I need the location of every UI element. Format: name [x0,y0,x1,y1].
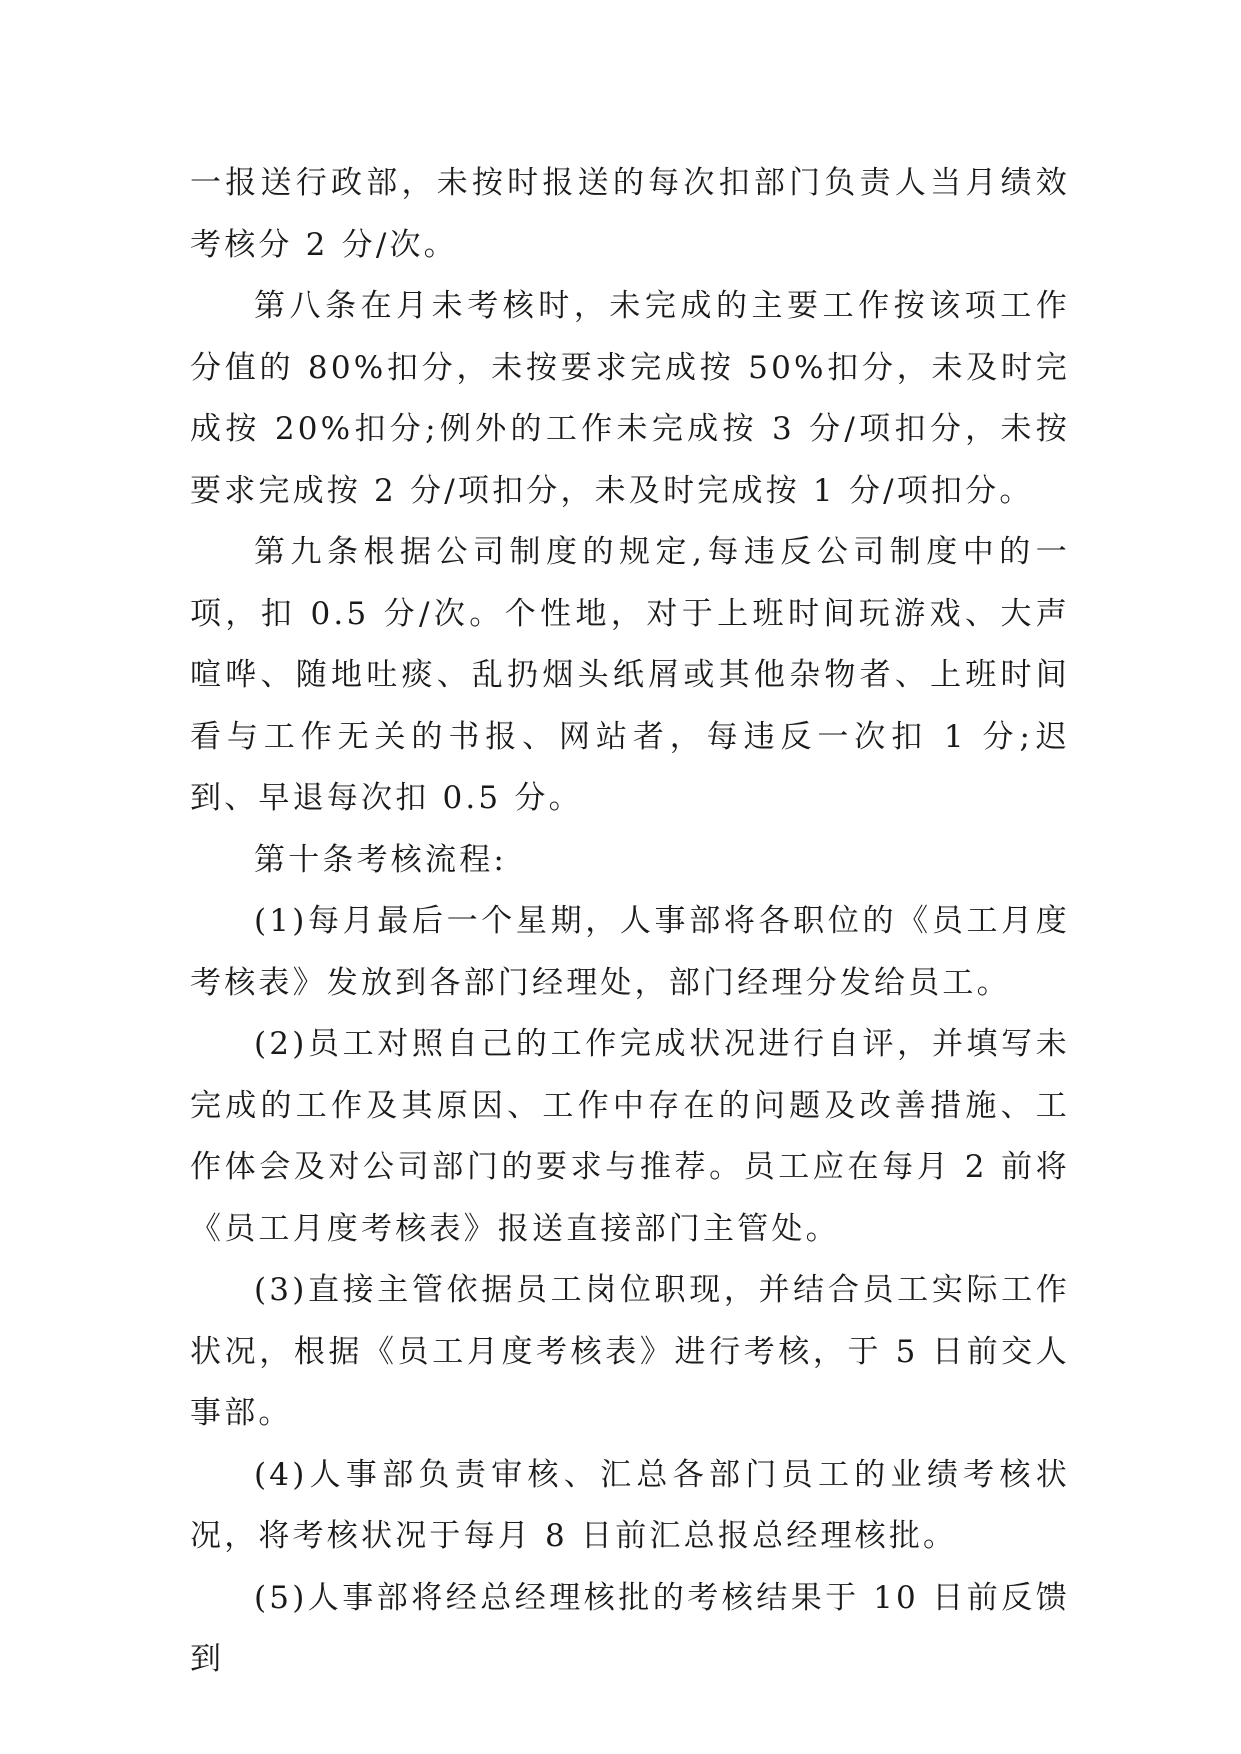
paragraph-step-4: (4)人事部负责审核、汇总各部门员工的业绩考核状况，将考核状况于每月 8 日前汇总报总经理核批。 [190,1456,1070,1554]
paragraph-article-8: 第八条在月未考核时，未完成的主要工作按该项工作分值的 80%扣分，未按要求完成按 50%扣分，未及时完成按 20%扣分;例外的工作未完成按 3 分/项扣分，未按要求完成按 2 分/项扣分，未及时完成按 1 分/项扣分。 [190,288,1070,509]
paragraph-continuation: 一报送行政部，未按时报送的每次扣部门负责人当月绩效考核分 2 分/次。 [190,165,1070,263]
paragraph-step-2: (2)员工对照自己的工作完成状况进行自评，并填写未完成的工作及其原因、工作中存在的问题及改善措施、工作体会及对公司部门的要求与推荐。员工应在每月 2 前将《员工月度考核表》报送直接部门主管处。 [190,1026,1070,1247]
document-body [190,153,1070,1691]
paragraph-step-3: (3)直接主管依据员工岗位职现，并结合员工实际工作状况，根据《员工月度考核表》进行考核，于 5 日前交人事部。 [190,1272,1070,1431]
paragraph-article-9: 第九条根据公司制度的规定,每违反公司制度中的一项，扣 0.5 分/次。个性地，对于上班时间玩游戏、大声喧哗、随地吐痰、乱扔烟头纸屑或其他杂物者、上班时间看与工作无关的书报、网站者，每违反一次扣 1 分;迟到、早退每次扣 0.5 分。 [190,534,1070,816]
paragraph-step-1: (1)每月最后一个星期，人事部将各职位的《员工月度考核表》发放到各部门经理处，部门经理分发给员工。 [190,903,1070,1001]
paragraph-article-10-heading: 第十条考核流程: [254,841,508,878]
paragraph-step-5: (5)人事部将经总经理核批的考核结果于 10 日前反馈到 [190,1579,1070,1677]
